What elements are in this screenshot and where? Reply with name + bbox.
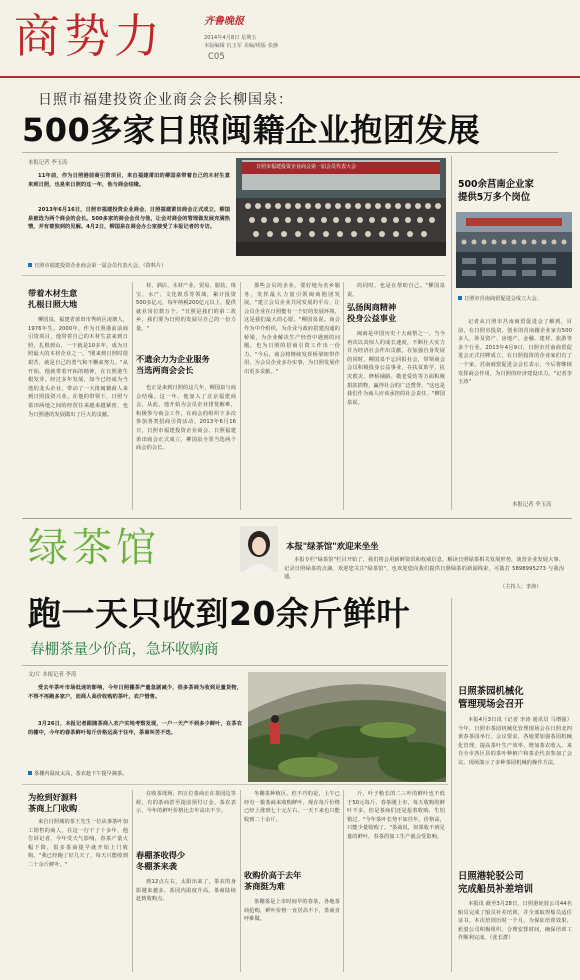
side-story-caption-text: 日照市莒南商贸促进会成立大会。: [464, 296, 542, 302]
tea-story-lead: 受去年茶叶市场低迷的影响，今年日照棚茶产量急剧减少，很多茶商为收到足量货物，不得不再跑多家户，而商人高价收购的茶叶，农户惜售。: [28, 685, 242, 700]
tea-photo-caption: [28, 770, 127, 777]
top-story-col-4: 的同时，也是在帮助自己。"柳国泉说。: [347, 283, 445, 298]
caption-marker-icon: [458, 296, 462, 300]
side-story-photo: [456, 212, 572, 288]
side-story-headline: 500余莒南企业家 提供5万多个岗位: [458, 179, 534, 203]
group-photo: [236, 158, 446, 256]
tea-col-4: 斤，叶子稍长的二三叶的鲜叶也不低于50元每斤。春茶刚上市，每天收购的鲜叶不多，但是茶商们还是抢着收购，生怕错过。"今年茶叶长势不如往年，价格高，只能少量收购了。"茶商说，如果收不到足量的鲜叶，春茶的加工生产就会受影响。: [347, 791, 445, 840]
top-story-byline: 本报记者 李玉涛: [28, 160, 68, 166]
tea-story-subheadline: 春棚茶量少价高，急坏收购商: [30, 642, 219, 658]
top-story-lead2: 2013年6月16日，日照市福建投资企业商会、日照福建莆田商会正式成立，柳国泉被选为两个商会的会长。500多家的商会会员与他，让会对商会的管理做发展充满热情，并有着独到的见解。4月2日，柳国泉在商会办公室接受了本报记者的专访。: [28, 207, 230, 231]
tea-subhead-1: 为抢到好源料 茶商上门收购: [28, 792, 78, 813]
headline-rule: [22, 152, 558, 153]
side-story-caption: [458, 295, 542, 302]
column-rule: [132, 282, 133, 510]
date-line: 2014年4月8日 星期五: [204, 35, 257, 41]
page-number: C05: [208, 52, 225, 62]
brief1-headline: 日照茶园机械化 管理现场会召开: [458, 686, 524, 710]
brief2-body: 本报讯 截至3月28日，日照港轮驳公司44名船员完成了船员补差培训，并全部取得船员适任证书。本次培训历时一个月，为保证培训效果，轮驳公司积极组织，合理安排时间，确保培训工作顺利完成。（张长群）: [458, 901, 572, 942]
top-story-col-2b: 也正是来到日照的这几年，柳国泉与商会结缘。这一年，他加入了北京福建商会，从此，他开始为会员企业排忧解难，积极参与商会工作，在商会的组织下多次参加各类招商引资活动。2013年6月16日，日照市福建投资企业商会、日照福建莆田商会正式成立，柳国泉全票当选两个商会的会长。: [136, 385, 236, 452]
caption-marker-icon: [28, 771, 32, 775]
caption-marker-icon: [28, 263, 32, 267]
host-portrait: [240, 526, 278, 572]
group-photo-image: [236, 158, 446, 256]
tea-col-3: 冬棚茶种植区。但不巧的是，上午已经有一拨茶商来收购鲜叶，现在每斤价格已经上涨到七十元左右，一天下来也只能收到二十余斤。: [244, 791, 340, 823]
promo-body: 本报专栏"绿茶馆"栏目开始了，我们将会用新鲜资讯和权威信息，解读日照绿茶相关发展形势，谈营企业发展大事、记录日照绿茶的点滴。欢迎您关注"绿茶馆"，也欢迎您向我们提供日照绿茶的新闻线索，可拨打 5898995273 与我沟通。: [284, 557, 564, 581]
top-story-col-3: 那些会员的企业，要好地为名乡服务，发挥最大力量引领闽商抱团发展。"建立会员企业共同发展的平台，让会员企业在日照能有一个好的发展环境，这是我们最大的心愿。"柳国泉说。商会作为中介组织，为企业与政府搭建沟通的桥梁，为企业解决生产经营中遇到的问题，也为日照的招商引资工作出一份力。"今后，商会将继续发挥桥梁纽带作用，为会员企业多办实事，为日照发展作出更多贡献。": [244, 283, 340, 375]
tea-col-3b: 茶棚茶是上市时间早的春茶，各地茶商抢购，鲜叶价格一直居高不下，茶商直呼难做。: [244, 899, 340, 923]
top-story-photo-caption: [28, 262, 166, 269]
tea-subhead-3: 收购价高于去年 茶商挺为难: [244, 870, 302, 891]
top-story-subhead-1: 带着木材生意 扎根日照大地: [28, 288, 78, 309]
side-story-photo-image: [456, 212, 572, 288]
top-story-subhead-3: 弘扬闽商精神 投身公益事业: [347, 302, 397, 323]
tea-photo: [248, 672, 446, 782]
top-story-col-2: 材、酒店、木材产业、贸易、服装、珠宝、水产、文化娱乐等领域，累计投资500多亿元，每年纳税200亿元以上，提供就业岗位数万个。"日照是我们的第二故乡，我们要为日照的发展尽自己的一份力量。": [136, 283, 236, 332]
briefs-column-rule: [451, 598, 452, 972]
tea-headline-rule: [22, 665, 448, 666]
tea-col-2b: 到12点左右，太阳出来了，茶农的身影越来越多，茶园内温度升高，茶商陆续赶到收购点。: [136, 879, 236, 903]
column-section-title: 绿茶馆: [28, 525, 160, 571]
tea-story-lead2: 3月26日，本报记者跟随茶商入农户实地考察发现，一户一天产不到多少鲜叶，在茶农的棚中，今年的春茶鲜叶每斤价格远高于往年，茶商叫苦不迭。: [28, 721, 242, 736]
side-story-byline: 本报记者 李玉涛: [512, 502, 552, 508]
top-story-lead: [28, 172, 230, 189]
column-rule: [240, 282, 241, 510]
column-rule: [343, 282, 344, 510]
top-story-subhead-2: 不遗余力为企业服务 当选两商会会长: [136, 354, 210, 375]
photo-caption-rule: [22, 275, 446, 276]
column-rule: [343, 790, 344, 972]
top-story-kicker: 日照市福建投资企业商会会长柳国泉：: [38, 92, 293, 108]
masthead-rule: [0, 76, 580, 78]
tea-photo-rule: [22, 784, 448, 785]
promo-title: 本报"绿茶馆"欢迎来坐坐: [286, 541, 379, 551]
top-story-col-1: 柳国泉，福建省莆田市秀屿区凌塘人，1976年生。2000年，作为日照港前前商引资项目，他带着自己的木材生意来到日照，扎根到山，一干就是10多年，成为日照最大的木材企业之一。"刚来到日照时很艰苦，就是自己的勇气和不懈来努力。"从开始，他就带着开拓的精神，在日照港生根发芽。经过多年发展，如今已经成为当地的龙头企业，带动了一大批闽籍商人来到日照投资兴业。在他的带领下，日照与莆田两地之间的经贸往来越来越紧密，也为日照港的发展做出了巨大的贡献。: [28, 317, 128, 418]
masthead: [0, 0, 580, 72]
tea-story-headline: 跑一天只收到20余斤鲜叶: [28, 594, 410, 633]
column-rule: [132, 790, 133, 972]
tea-subhead-2: 春棚茶收得少 冬棚茶来袭: [136, 850, 186, 871]
top-story-lead-p1: 11年前，作为日照港前商引资项目，来自福建莆田的柳国泉带着自己的木材生意来到日照，也是来日照的这一年，他与商会结缘。: [28, 173, 230, 188]
section-title: 商势力: [14, 9, 164, 63]
tea-story-byline: 文/片 本报记者 李涛: [28, 672, 77, 678]
brief2-headline: 日照港轮驳公司 完成船员补差培训: [458, 871, 534, 895]
photo-banner-text: 日照市福建投资企业商会第一届会员代表大会: [256, 164, 357, 170]
side-story-body: 记者从日照市莒南商贸促进会了解到，目前，在日照市投资、创业的莒南籍企业家有500多人，涉及资产、房地产、金融、建材、旅游等多个行业。2013年4月9日，日照市莒南商贸促进会正式挂牌成立，在日照投资的企业家们有了一个家，莒南商贸促进会会长表示，今后将继续发挥商会作用，为日照的经济建设出力。"记者李玉涛": [458, 319, 572, 386]
tea-col-2: 在收茶现场，四五位茶商正在茶园边等候，有的茶商甚至提前预付订金。茶农表示，今年的鲜叶价格比去年高出不少。: [136, 791, 236, 815]
top-story-col-4b: 闽商是中国历史十大商帮之一，当今再次以其惊人的成长速度，不断壮大实力并为经济社会作出贡献。在加强自身发展的同时，柳国泉不忘回报社会，带领商会会员积极投身公益事业，在扶贫助学、抗灾救灾、修桥铺路、敬老爱幼等方面积极捐款捐物，赢得社会的广泛赞誉。"这也是我们作为商人应该承担的社会责任。"柳国泉说。: [347, 331, 445, 406]
promo-host: （主持人：李涛）: [500, 584, 542, 590]
side-column-rule: [451, 156, 452, 510]
tea-photo-image: [248, 672, 446, 782]
section-divider: [22, 518, 572, 519]
brief1-body: 本报4月3日讯（记者 李涛 通讯员 马增强）今年，日照市茶园机械化管理现场会在日照北四黄春茶园举行。会议要求，各地要加强茶园机械化管理，提高茶叶生产效率，增加茶农收入。来自全市各区县的茶叶种植户和茶企代表参加了会议。现场演示了多种茶园机械的操作方法。: [458, 717, 572, 766]
paper-name: 齐鲁晚报: [204, 16, 244, 27]
host-portrait-image: [240, 526, 278, 572]
staff-line: 本版编辑 伉玉军 美编/组版 张静: [204, 43, 279, 49]
tea-col-1: 来自日照城的茶王先生一位从事茶叶加工销售的商人，在这一行干了十多年，他告诉记者，今年受天气影响，春茶产量大幅下降，很多茶商提早就开始上门收购。"我已经跑了好几天了，每天只能收到二十余斤鲜叶。": [28, 819, 128, 868]
column-rule: [240, 790, 241, 972]
top-story-caption-text: 日照市福建投资企业商会第一届会员代表大会。（资料片）: [34, 263, 167, 269]
top-story-headline: 500多家日照闽籍企业抱团发展: [22, 111, 481, 149]
tea-caption-text: 茶棚内温度太高，茶农趁下午提早摘茶。: [34, 771, 128, 777]
